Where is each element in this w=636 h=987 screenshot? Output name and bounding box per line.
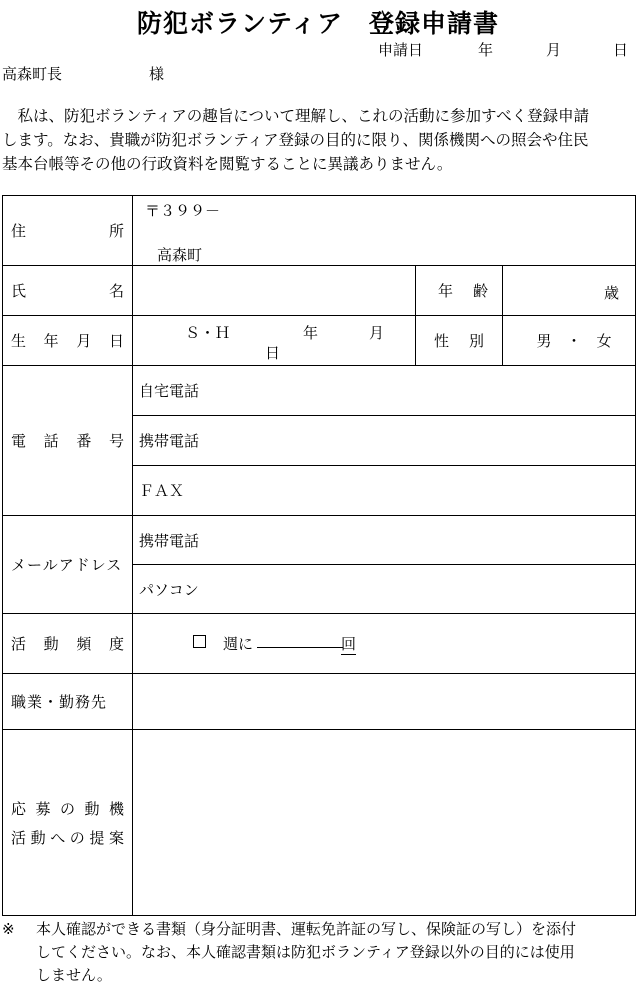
email-mobile-label: 携帯電話	[139, 531, 200, 550]
occupation-label: 職業・勤務先	[11, 693, 108, 711]
weekly-checkbox[interactable]	[193, 635, 206, 648]
footnote-line: 本人確認ができる書類（身分証明書、運転免許証の写し、保険証の写し）を添付	[36, 920, 577, 938]
footnote-line: してください。なお、本人確認書類は防犯ボランティア登録以外の目的には使用	[36, 943, 575, 961]
birthdate-row	[3, 316, 636, 366]
footnote-mark: ※	[2, 920, 15, 938]
motivation-field[interactable]	[133, 730, 636, 916]
footnote	[2, 918, 634, 987]
birthdate-day: 日	[265, 344, 281, 362]
consent-line: 基本台帳等その他の行政資料を閲覧することに異議ありません。	[2, 155, 453, 173]
address-row	[3, 196, 636, 266]
application-date-label: 申請日	[378, 41, 424, 59]
mobile-phone-field[interactable]	[133, 416, 636, 466]
frequency-row	[3, 614, 636, 674]
addressee-honorific: 様	[149, 65, 165, 83]
motivation-row	[3, 730, 636, 916]
town-name: 高森町	[157, 246, 203, 264]
addressee: 高森町長	[2, 65, 63, 83]
birthdate-label: 生 年 月 日	[11, 332, 124, 350]
occupation-row	[3, 674, 636, 730]
postal-code-prefix: 〒３９９－	[145, 202, 221, 220]
gender-field[interactable]	[503, 316, 636, 366]
consent-line: します。なお、貴職が防犯ボランティア登録の目的に限り、関係機関への照会や住民	[2, 131, 589, 149]
fax-label: ＦＡＸ	[139, 482, 185, 500]
home-phone-label: 自宅電話	[139, 382, 200, 400]
weekly-times-label: 回	[341, 635, 357, 653]
mobile-phone-label: 携帯電話	[139, 432, 200, 450]
home-phone-field[interactable]	[133, 366, 636, 416]
birthdate-year: 年	[303, 324, 319, 342]
email-pc-label: パソコン	[139, 580, 199, 599]
frequency-field	[133, 614, 636, 674]
consent-line: 私は、防犯ボランティアの趣旨について理解し、これの活動に参加すべく登録申請	[2, 107, 590, 125]
name-row	[3, 266, 636, 316]
name-field[interactable]	[133, 266, 416, 316]
application-date-month: 月	[546, 41, 562, 59]
consent-paragraph	[2, 104, 634, 176]
phone-label: 電 話 番 号	[11, 432, 124, 450]
occupation-field[interactable]	[133, 674, 636, 730]
age-unit: 歳	[604, 284, 620, 302]
frequency-label: 活 動 頻 度	[11, 635, 124, 653]
application-date-day: 日	[613, 41, 629, 59]
address-label: 住 所	[11, 222, 124, 240]
weekly-count-input[interactable]	[257, 633, 343, 648]
address-field[interactable]	[133, 196, 636, 266]
gender-label: 性 別	[434, 332, 484, 350]
home-phone-row	[3, 366, 636, 416]
motivation-label-line1: 応 募 の 動 機	[11, 799, 124, 818]
application-date-year: 年	[478, 41, 494, 59]
gender-options: 男 ・ 女	[536, 332, 612, 350]
birthdate-era: Ｓ・Ｈ	[185, 324, 231, 342]
fax-field[interactable]	[133, 466, 636, 516]
age-label: 年 齢	[438, 282, 488, 300]
email-label: メールアドレス	[11, 556, 123, 574]
age-field[interactable]	[503, 266, 636, 316]
email-mobile-row	[3, 516, 636, 565]
motivation-label-line2: 活 動 へ の 提 案	[11, 828, 124, 847]
birthdate-field[interactable]	[133, 316, 416, 366]
email-mobile-field[interactable]	[133, 516, 636, 565]
application-form-table	[2, 195, 636, 916]
page-title: 防犯ボランティア 登録申請書	[136, 9, 499, 38]
name-label: 氏 名	[11, 282, 124, 300]
footnote-line: しません。	[36, 966, 112, 984]
birthdate-month: 月	[369, 324, 385, 342]
weekly-prefix: 週に	[223, 635, 254, 653]
email-pc-field[interactable]	[133, 565, 636, 614]
